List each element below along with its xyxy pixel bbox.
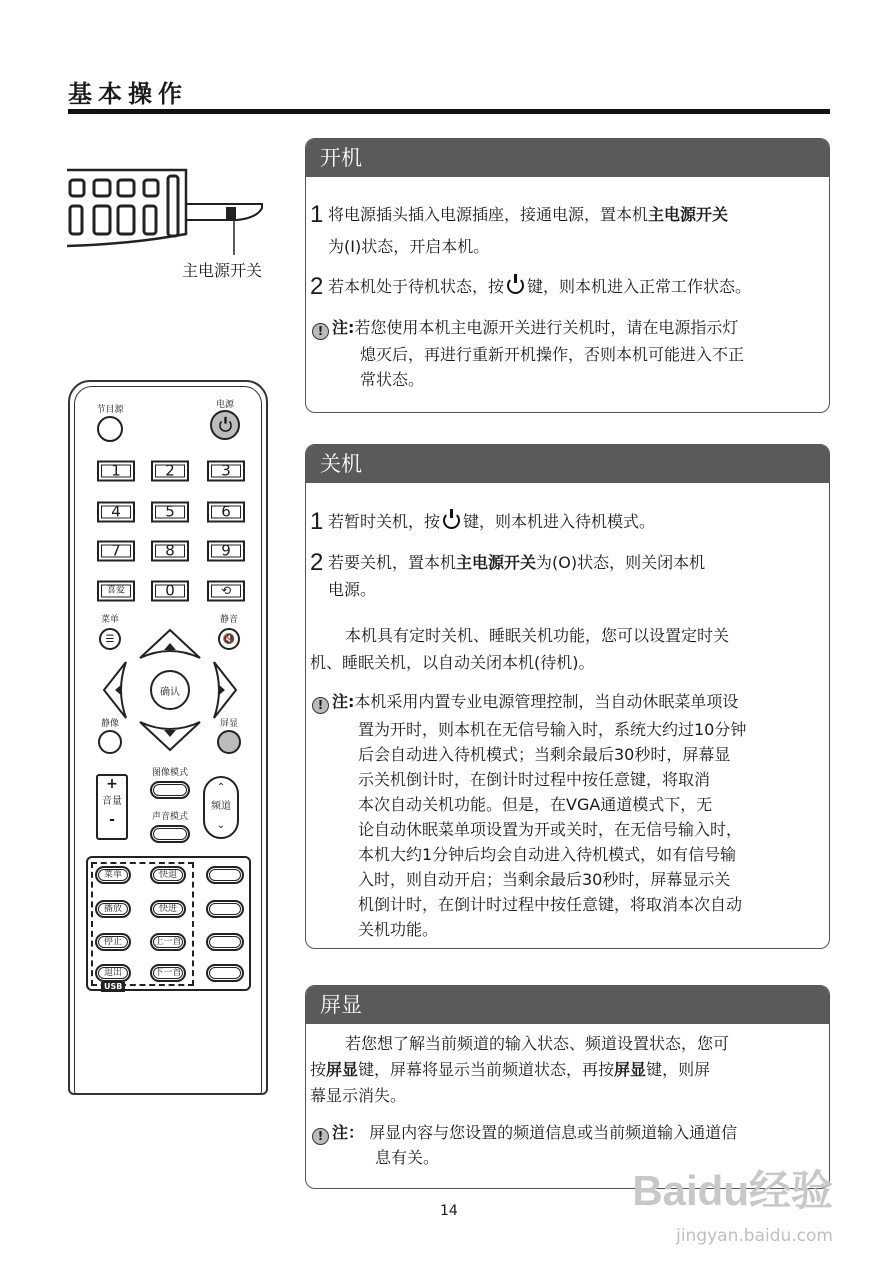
page-title: 基本操作	[68, 79, 188, 108]
section-title: 屏显	[306, 986, 829, 1024]
channel-rocker	[203, 776, 239, 839]
sound-mode-label: 声音模式	[151, 812, 189, 822]
display-button	[217, 730, 241, 754]
paragraph-line: 本机具有定时关机、睡眠关机功能，您可以设置定时关	[345, 626, 730, 645]
note: ! 注:若您使用本机主电源开关进行关机时，请在电源指示灯	[312, 318, 738, 340]
section-title: 关机	[306, 445, 829, 483]
page-number: 14	[440, 1203, 458, 1219]
sound-mode-button	[150, 825, 190, 843]
step-number: 2	[310, 273, 324, 300]
freeze-button	[98, 730, 122, 754]
digit-key: 3	[207, 461, 245, 482]
volume-label: 音量	[102, 796, 122, 807]
digit-key: 9	[207, 541, 245, 562]
picture-mode-label: 图像模式	[151, 768, 189, 778]
usb-key: 下一首	[150, 964, 186, 982]
usb-key: 停止	[95, 933, 131, 951]
list-icon: ☰	[105, 633, 115, 645]
note: ! 注:本机采用内置专业电源管理控制，当自动休眠菜单项设	[312, 692, 738, 714]
volume-rocker	[96, 774, 128, 840]
step-text: 电源。	[328, 580, 377, 599]
note: ! 注： 屏显内容与您设置的频道信息或当前频道输入通道信	[312, 1123, 737, 1145]
section-title: 开机	[306, 139, 829, 177]
source-button	[97, 416, 123, 442]
picture-mode-button	[150, 781, 190, 799]
tv-rear-diagram	[62, 160, 302, 260]
usb-key: 菜单	[95, 866, 131, 884]
warning-icon: !	[312, 1128, 329, 1145]
step-number: 1	[310, 201, 324, 228]
display-label: 屏显	[219, 719, 239, 729]
color-key	[206, 866, 244, 884]
color-key	[206, 964, 244, 982]
step-number: 1	[310, 508, 324, 535]
usb-key: 快退	[150, 866, 186, 884]
digit-key: 8	[151, 541, 189, 562]
step-text: 若本机处于待机状态，按 键，则本机进入正常工作状态。	[328, 277, 752, 296]
power-icon	[219, 419, 232, 432]
chevron-up-icon: ⌃	[216, 782, 226, 793]
volume-plus: +	[106, 776, 118, 792]
step-text: 若要关机，置本机主电源开关为(O)状态，则关闭本机	[328, 553, 706, 572]
warning-icon: !	[312, 697, 329, 714]
warning-icon: !	[312, 323, 329, 340]
color-key	[206, 933, 244, 951]
loop-icon: ⟲	[220, 583, 232, 598]
speaker-mute-icon: 🔇	[222, 633, 236, 645]
chevron-down-icon: ⌄	[216, 820, 226, 831]
menu-label: 菜单	[100, 615, 120, 625]
digit-key: 4	[97, 502, 135, 523]
paragraph-line: 幕显示消失。	[310, 1086, 407, 1105]
title-rule	[68, 109, 830, 114]
note-body: 置为开时，则本机在无信号输入时，系统大约过10分钟 后会自动进入待机模式；当剩余最后30秒时，屏幕显 示关机倒计时，在倒计时过程中按任意键，将取消 本次自动关机功能。但是，在VGA通道模式下，无 论自动休眠菜单项设置为开或关时，在无信号输入时， 本机大约1分钟后均会自动进入待机模式，如有信号输 入时，则自动开启；当剩余最后30秒时，屏幕显示关 机倒计时，在倒计时过程中按任意键，将取消本次自动 关机功能。	[358, 720, 747, 939]
step-text: 若暂时关机，按 键，则本机进入待机模式。	[328, 512, 656, 531]
main-power-switch-label: 主电源开关	[182, 261, 263, 280]
digit-key: 1	[97, 461, 135, 482]
note-line: 常状态。	[360, 370, 425, 389]
volume-minus: -	[109, 812, 115, 828]
digit-key: 6	[207, 502, 245, 523]
digit-key: 0	[151, 581, 189, 602]
mute-label: 静音	[219, 615, 239, 625]
note-line: 息有关。	[375, 1148, 440, 1167]
step-number: 2	[310, 549, 324, 576]
source-label: 节目源	[96, 405, 124, 415]
color-key	[206, 900, 244, 918]
freeze-label: 静像	[100, 719, 120, 729]
digit-key: 2	[151, 461, 189, 482]
favorite-key: 喜爱	[97, 581, 135, 602]
usb-key: 播放	[95, 900, 131, 918]
usb-key: 退出	[95, 964, 131, 982]
digit-key: 5	[151, 502, 189, 523]
watermark-url: jingyan.baidu.com	[676, 1226, 833, 1246]
power-label: 电源	[215, 400, 235, 410]
usb-key: 快进	[150, 900, 186, 918]
digit-key: 7	[97, 541, 135, 562]
step-text: 为(Ⅰ)状态，开启本机。	[328, 237, 490, 256]
power-icon	[443, 512, 460, 529]
power-button	[210, 410, 240, 440]
usb-label: USB	[101, 982, 125, 992]
ok-label: 确认	[160, 686, 180, 698]
paragraph-line: 若您想了解当前频道的输入状态、频道设置状态，您可	[345, 1034, 730, 1053]
channel-label: 频道	[211, 801, 231, 812]
power-icon	[507, 277, 524, 294]
recall-key	[207, 581, 245, 602]
step-text: 将电源插头插入电源插座，接通电源，置本机主电源开关	[328, 205, 729, 224]
usb-key: 上一首	[150, 933, 186, 951]
paragraph-line: 按屏显键，屏幕将显示当前频道状态，再按屏显键，则屏	[310, 1060, 711, 1079]
watermark-logo: Baidu经验	[632, 1167, 833, 1214]
note-line: 熄灭后，再进行重新开机操作，否则本机可能进入不正	[360, 345, 745, 364]
paragraph-line: 机、睡眠关机，以自动关闭本机(待机)。	[310, 653, 595, 672]
